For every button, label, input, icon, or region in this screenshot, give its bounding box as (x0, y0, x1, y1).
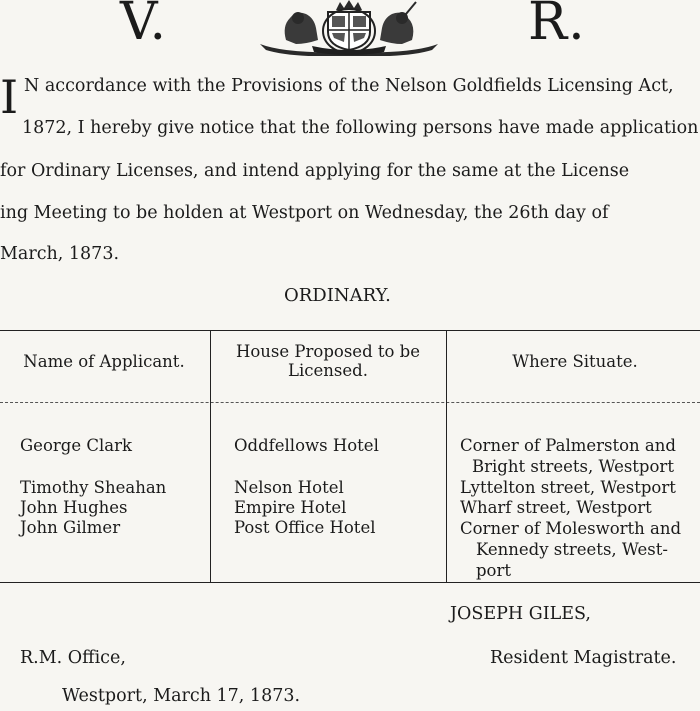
notice-line-3: for Ordinary Licenses, and intend applying for the same at the License (0, 161, 630, 181)
table-header-rule (0, 402, 700, 403)
situate-line: Lyttelton street, Westport (460, 478, 676, 497)
column-header-applicant: Name of Applicant. (23, 352, 185, 371)
notice-line-1: N accordance with the Provisions of the Nelson Goldfields Licensing Act, (24, 76, 674, 96)
column-header-situate: Where Situate. (512, 352, 638, 371)
royal-coat-of-arms-icon (256, 0, 442, 56)
header-letter-r: R. (528, 0, 586, 52)
situate-line: port (476, 561, 512, 580)
notice-line-4: ing Meeting to be holden at Westport on Wednesday, the 26th day of (0, 203, 609, 223)
table-column-divider-2 (446, 330, 447, 582)
house-name: Empire Hotel (234, 498, 347, 517)
house-name: Post Office Hotel (234, 518, 376, 537)
drop-cap: I (0, 70, 19, 124)
header-letter-v: V. (120, 0, 167, 52)
column-header-house: House Proposed to be Licensed. (235, 342, 421, 380)
house-name: Oddfellows Hotel (234, 436, 379, 455)
notice-line-2: 1872, I hereby give notice that the following persons have made application (22, 118, 699, 138)
situate-line: Corner of Molesworth and (460, 519, 682, 538)
notice-line-5: March, 1873. (0, 244, 120, 264)
signatory-title: Resident Magistrate. (490, 648, 677, 668)
section-title: ORDINARY. (284, 285, 391, 306)
house-name: Nelson Hotel (234, 478, 344, 497)
office-name: R.M. Office, (20, 648, 126, 668)
applicant-name: Timothy Sheahan (20, 478, 167, 497)
applicant-name: John Hughes (20, 498, 128, 517)
situate-line: Kennedy streets, West- (476, 540, 668, 559)
situate-line: Bright streets, Westport (472, 457, 674, 476)
table-bottom-rule (0, 582, 700, 583)
table-top-rule (0, 330, 700, 331)
place-and-date: Westport, March 17, 1873. (62, 686, 301, 706)
applicant-name: George Clark (20, 436, 132, 455)
applicant-name: John Gilmer (20, 518, 121, 537)
situate-line: Wharf street, Westport (460, 498, 652, 517)
table-column-divider-1 (210, 330, 211, 582)
signatory-name: JOSEPH GILES, (450, 604, 591, 624)
situate-line: Corner of Palmerston and (460, 436, 676, 455)
